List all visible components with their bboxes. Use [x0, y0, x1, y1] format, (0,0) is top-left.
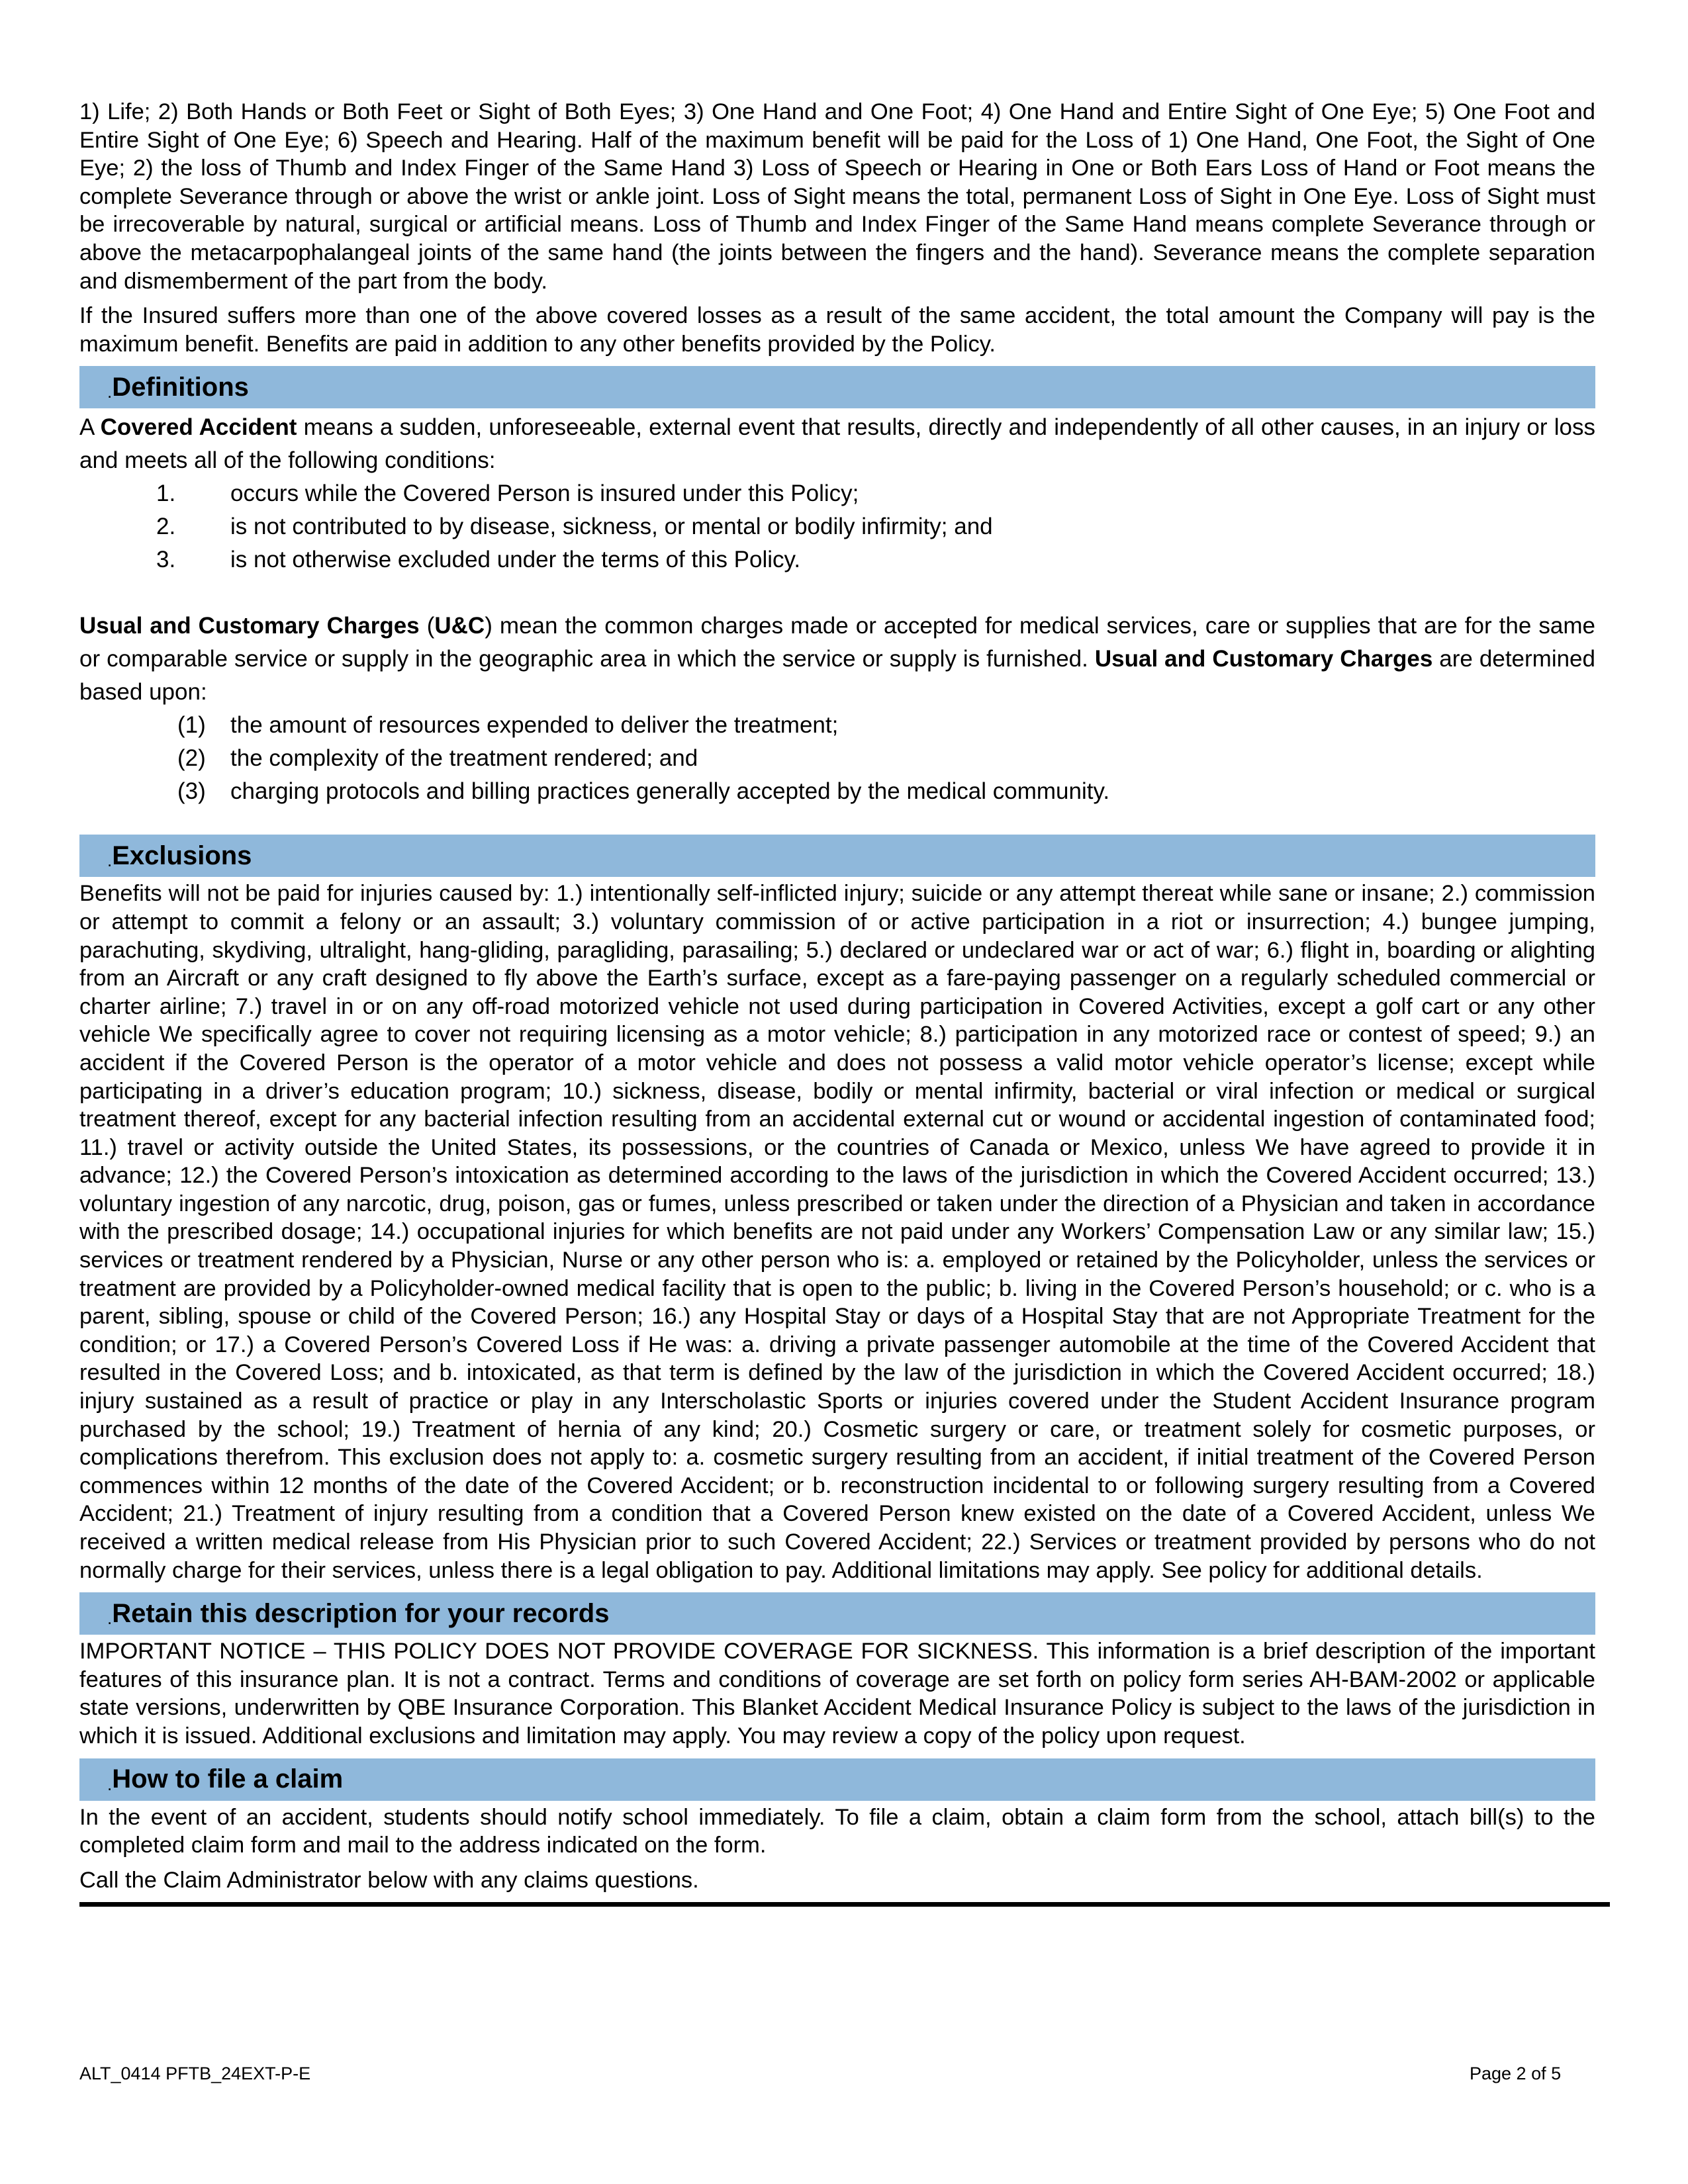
list-number: 3.: [156, 547, 176, 573]
list-number: 1.: [156, 480, 176, 507]
header-bullet: .: [107, 382, 113, 402]
defined-term: Covered Accident: [100, 414, 297, 441]
list-text: the complexity of the treatment rendered; and: [230, 745, 698, 772]
claim-contact-text: Call the Claim Administrator below with any claims questions.: [79, 1867, 699, 1893]
section-title: Definitions: [112, 372, 249, 402]
list-text: is not otherwise excluded under the terms of this Policy.: [230, 547, 801, 573]
header-bullet: .: [107, 850, 113, 871]
list-text: is not contributed to by disease, sickness, or mental or bodily infirmity; and: [230, 514, 993, 540]
list-text: the amount of resources expended to deliver the treatment;: [230, 712, 839, 739]
definitions-section: [79, 411, 1595, 808]
spacer: [79, 576, 1595, 610]
defined-term: Usual and Customary Charges: [1094, 646, 1433, 672]
text-fragment: means a sudden, unforeseeable, external event that results, directly and independently of all other causes, in an injury or loss and meets all of the following conditions:: [79, 414, 1595, 474]
section-title: How to file a claim: [112, 1764, 344, 1794]
page-number: Page 2 of 5: [1470, 2064, 1562, 2083]
loss-schedule-paragraph: 1) Life; 2) Both Hands or Both Feet or Sight of Both Eyes; 3) One Hand and One Foot; 4) One Hand and Entire Sight of One Eye; 5) One Foot and Entire Sight of One Eye; 6) Speech and Hearing. Half of the maximum benefit will be paid for the Loss of 1) One Hand, One Foot, the Sight of One Eye; 2) the loss of Thumb and Index Finger of the Same Hand 3) Loss of Speech or Hearing in One or Both Ears Loss of Hand or Foot means the complete Severance through or above the wrist or ankle joint. Loss of Sight means the total, permanent Loss of Sight in One Eye. Loss of Sight must be irrecoverable by natural, surgical or artificial means. Loss of Thumb and Index Finger of the Same Hand means complete Severance through or above the metacarpophalangeal joints of the same hand (the joints between the fingers and the hand). Severance means the complete separation and dismemberment of the part from the body.: [79, 99, 1595, 294]
document-page: [79, 98, 1595, 1907]
usual-customary-definition: [79, 610, 1595, 709]
list-number: (1): [177, 712, 206, 739]
form-code: ALT_0414 PFTB_24EXT-P-E: [79, 2064, 311, 2083]
list-text: occurs while the Covered Person is insured under this Policy;: [230, 480, 859, 507]
list-number: (2): [177, 745, 206, 772]
list-item: [79, 742, 1595, 775]
claim-instructions: In the event of an accident, students should notify school immediately. To file a claim, obtain a claim form from the school, attach bill(s) to the completed claim form and mail to the address indicated on the form.: [79, 1804, 1595, 1858]
list-item: [79, 709, 1595, 742]
important-notice-text: IMPORTANT NOTICE – THIS POLICY DOES NOT PROVIDE COVERAGE FOR SICKNESS. This information is a brief description of the important features of this insurance plan. It is not a contract. Terms and conditions of coverage are set forth on policy form series AH-BAM-2002 or applicable state versions, underwritten by QBE Insurance Corporation. This Blanket Accident Medical Insurance Policy is subject to the laws of the jurisdiction in which it is issued. Additional exclusions and limitation may apply. You may review a copy of the policy upon request.: [79, 1639, 1595, 1749]
list-text: charging protocols and billing practices generally accepted by the medical community.: [230, 778, 1110, 805]
section-title: Retain this description for your records: [112, 1598, 610, 1628]
definitions-header: [79, 366, 1595, 408]
list-item: [79, 510, 1595, 543]
list-item: [79, 477, 1595, 510]
divider: [79, 1902, 1610, 1907]
text-fragment: ) mean the common charges made or accepted for medical services, care or supplies that are for the same or comparable service or supply in the geographic area in which the service or supply is furnished.: [79, 613, 1595, 672]
list-number: 2.: [156, 514, 176, 540]
header-bullet: .: [107, 1608, 113, 1629]
list-number: (3): [177, 778, 206, 805]
exclusions-text: Benefits will not be paid for injuries caused by: 1.) intentionally self-inflicted injury; suicide or any attempt thereat while sane or insane; 2.) commission or attempt to commit a felony or an assault; 3.) voluntary commission of or active participation in a riot or insurrection; 4.) bungee jumping, parachuting, skydiving, ultralight, hang-gliding, paragliding, parasailing; 5.) declared or undeclared war or act of war; 6.) flight in, boarding or alighting from an Aircraft or any craft designed to fly above the Earth’s surface, except as a fare-paying passenger on a regularly scheduled commercial or charter airline; 7.) travel in or on any off-road motorized vehicle not used during participation in Covered Activities, except a golf cart or any other vehicle We specifically agree to cover not requiring licensing as a motor vehicle; 8.) participation in any motorized race or contest of speed; 9.) an accident if the Covered Person is the operator of a motor vehicle and does not possess a valid motor vehicle operator’s license; except while participating in a driver’s education program; 10.) sickness, disease, bodily or mental infirmity, bacterial or viral infection or medical or surgical treatment thereof, except for any bacterial infection resulting from an accidental external cut or wound or accidental ingestion of contaminated food; 11.) travel or activity outside the United States, its possessions, or the countries of Canada or Mexico, unless We have agreed to provide it in advance; 12.) the Covered Person’s intoxication as determined according to the laws of the jurisdiction in which the Covered Accident occurred; 13.) voluntary ingestion of any narcotic, drug, poison, gas or fumes, unless prescribed or taken under the direction of a Physician and taken in accordance with the prescribed dosage; 14.) occupational injuries for which benefits are not paid under any Workers’ Compensation Law or any similar law; 15.) services or treatment rendered by a Physician, Nurse or any other person who is: a. employed or retained by the Policyholder, unless the services or treatment are provided by a Policyholder-owned medical facility that is open to the public; b. living in the Covered Person’s household; or c. who is a parent, sibling, spouse or child of the Covered Person; 16.) any Hospital Stay or days of a Hospital Stay that are not Appropriate Treatment for the condition; or 17.) a Covered Person’s Covered Loss if He was: a. driving a private passenger automobile at the time of the Covered Accident that resulted in the Covered Loss; and b. intoxicated, as that term is defined by the law of the jurisdiction in which the Covered Accident occurred; 18.) injury sustained as a result of practice or play in any Interscholastic Sports or injuries covered under the Student Accident Insurance program purchased by the school; 19.) Treatment of hernia of any kind; 20.) Cosmetic surgery or care, or treatment solely for cosmetic purposes, or complications therefrom. This exclusion does not apply to: a. cosmetic surgery resulting from an accident, if initial treatment of the Covered Person commences within 12 months of the date of the Covered Accident; or b. reconstruction incidental to or following surgery resulting from a Covered Accident; 21.) Treatment of injury resulting from a condition that a Covered Person knew existed on the date of a Covered Accident, unless We received a written medical release from His Physician prior to such Covered Accident; 22.) Services or treatment provided by persons who do not normally charge for their services, unless there is a legal obligation to pay. Additional limitations may apply. See policy for additional details.: [79, 881, 1595, 1583]
claim-header: [79, 1758, 1595, 1801]
text-fragment: are determined based upon:: [79, 646, 1595, 705]
retain-header: [79, 1592, 1595, 1635]
exclusions-header: [79, 835, 1595, 877]
defined-term: Usual and Customary Charges: [79, 613, 420, 639]
section-title: Exclusions: [112, 841, 252, 870]
list-item: [79, 543, 1595, 576]
header-bullet: .: [107, 1774, 113, 1794]
text-fragment: (: [419, 613, 435, 639]
defined-term-abbr: U&C: [434, 613, 485, 639]
multiple-loss-paragraph: If the Insured suffers more than one of the above covered losses as a result of the same accident, the total amount the Company will pay is the maximum benefit. Benefits are paid in addition to any other benefits provided by the Policy.: [79, 303, 1595, 357]
text-fragment: A: [79, 414, 101, 441]
list-item: [79, 775, 1595, 808]
covered-accident-definition: [79, 411, 1595, 477]
